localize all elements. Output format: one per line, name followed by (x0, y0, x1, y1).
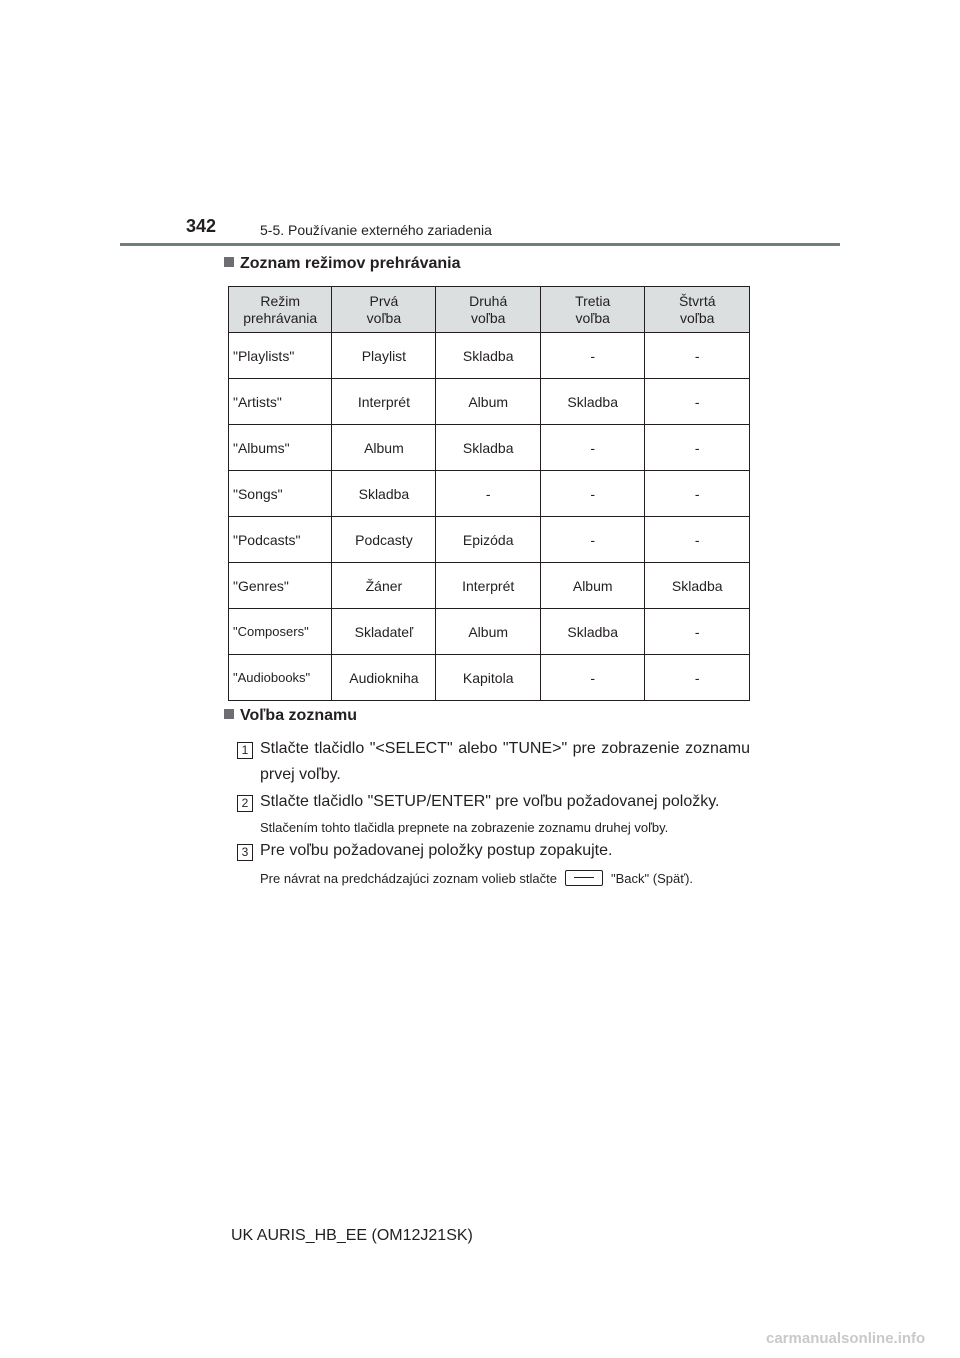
table-row (229, 655, 750, 701)
table-cell: Audiokniha (332, 655, 436, 701)
square-bullet-icon (224, 257, 234, 267)
table-header-cell: Prvá voľba (332, 287, 436, 333)
table-row (229, 379, 750, 425)
table-row (229, 563, 750, 609)
table-cell: Album (436, 379, 541, 425)
table-cell: "Albums" (229, 425, 332, 471)
step-number: 2 (237, 795, 253, 812)
table-cell: Skladba (540, 609, 645, 655)
table-header-cell: Druhá voľba (436, 287, 541, 333)
table-cell: Epizóda (436, 517, 541, 563)
note-text: Pre návrat na predchádzajúci zoznam volieb stlačte (260, 871, 557, 886)
table-cell: Album (436, 609, 541, 655)
table-header-cell: Tretia voľba (540, 287, 645, 333)
back-button-icon (565, 870, 603, 886)
footer-model-code: UK AURIS_HB_EE (OM12J21SK) (231, 1227, 473, 1244)
table-cell: Skladateľ (332, 609, 436, 655)
table-cell: - (645, 379, 750, 425)
table-cell: Album (540, 563, 645, 609)
note-text: "Back" (Späť). (611, 871, 694, 886)
table-row (229, 471, 750, 517)
table-cell: - (645, 471, 750, 517)
section-title: 5-5. Používanie externého zariadenia (260, 222, 492, 238)
table-row (229, 425, 750, 471)
table-cell: Skladba (540, 379, 645, 425)
table-row (229, 609, 750, 655)
table-cell: Skladba (436, 425, 541, 471)
table-cell: "Playlists" (229, 333, 332, 379)
table-cell: - (645, 425, 750, 471)
step-text: Stlačte tlačidlo "SETUP/ENTER" pre voľbu požadovanej položky. (260, 793, 720, 810)
table-header-cell: Režim prehrávania (229, 287, 332, 333)
table-cell: - (645, 609, 750, 655)
table-header-cell: Štvrtá voľba (645, 287, 750, 333)
table-cell: "Composers" (229, 609, 332, 655)
table-cell: - (645, 333, 750, 379)
table-cell: "Audiobooks" (229, 655, 332, 701)
step-number: 3 (237, 844, 253, 861)
table-row (229, 517, 750, 563)
table-cell: Kapitola (436, 655, 541, 701)
table-cell: Playlist (332, 333, 436, 379)
heading-playback-modes (224, 255, 461, 273)
playback-modes-table (228, 286, 750, 701)
heading-text: Zoznam režimov prehrávania (240, 255, 461, 272)
table-cell: - (540, 471, 645, 517)
table-cell: - (645, 655, 750, 701)
table-cell: - (540, 655, 645, 701)
heading-text: Voľba zoznamu (240, 707, 357, 724)
table-cell: Podcasty (332, 517, 436, 563)
step-number: 1 (237, 742, 253, 759)
step-text: Pre voľbu požadovanej položky postup zopakujte. (260, 842, 613, 859)
step-text: Stlačte tlačidlo "<SELECT" alebo "TUNE>" pre zobrazenie zoznamu prvej voľby. (260, 740, 750, 783)
table-cell: - (540, 517, 645, 563)
table-cell: - (645, 517, 750, 563)
step-note: Stlačením tohto tlačidla prepnete na zobrazenie zoznamu druhej voľby. (260, 820, 669, 835)
table-cell: "Songs" (229, 471, 332, 517)
table-cell: Žáner (332, 563, 436, 609)
table-cell: - (436, 471, 541, 517)
page-number: 342 (186, 216, 217, 236)
step-note (260, 870, 693, 886)
heading-list-selection (224, 707, 357, 725)
table-cell: Interprét (436, 563, 541, 609)
table-cell: Skladba (332, 471, 436, 517)
table-cell: Skladba (436, 333, 541, 379)
header-rule (120, 243, 840, 246)
table-cell: "Genres" (229, 563, 332, 609)
table-cell: - (540, 425, 645, 471)
table-cell: Album (332, 425, 436, 471)
table-cell: "Artists" (229, 379, 332, 425)
table-cell: Skladba (645, 563, 750, 609)
table-header-row (229, 287, 750, 333)
table-cell: Interprét (332, 379, 436, 425)
square-bullet-icon (224, 709, 234, 719)
table-row (229, 333, 750, 379)
table-cell: - (540, 333, 645, 379)
watermark: carmanualsonline.info (766, 1330, 926, 1347)
table-cell: "Podcasts" (229, 517, 332, 563)
